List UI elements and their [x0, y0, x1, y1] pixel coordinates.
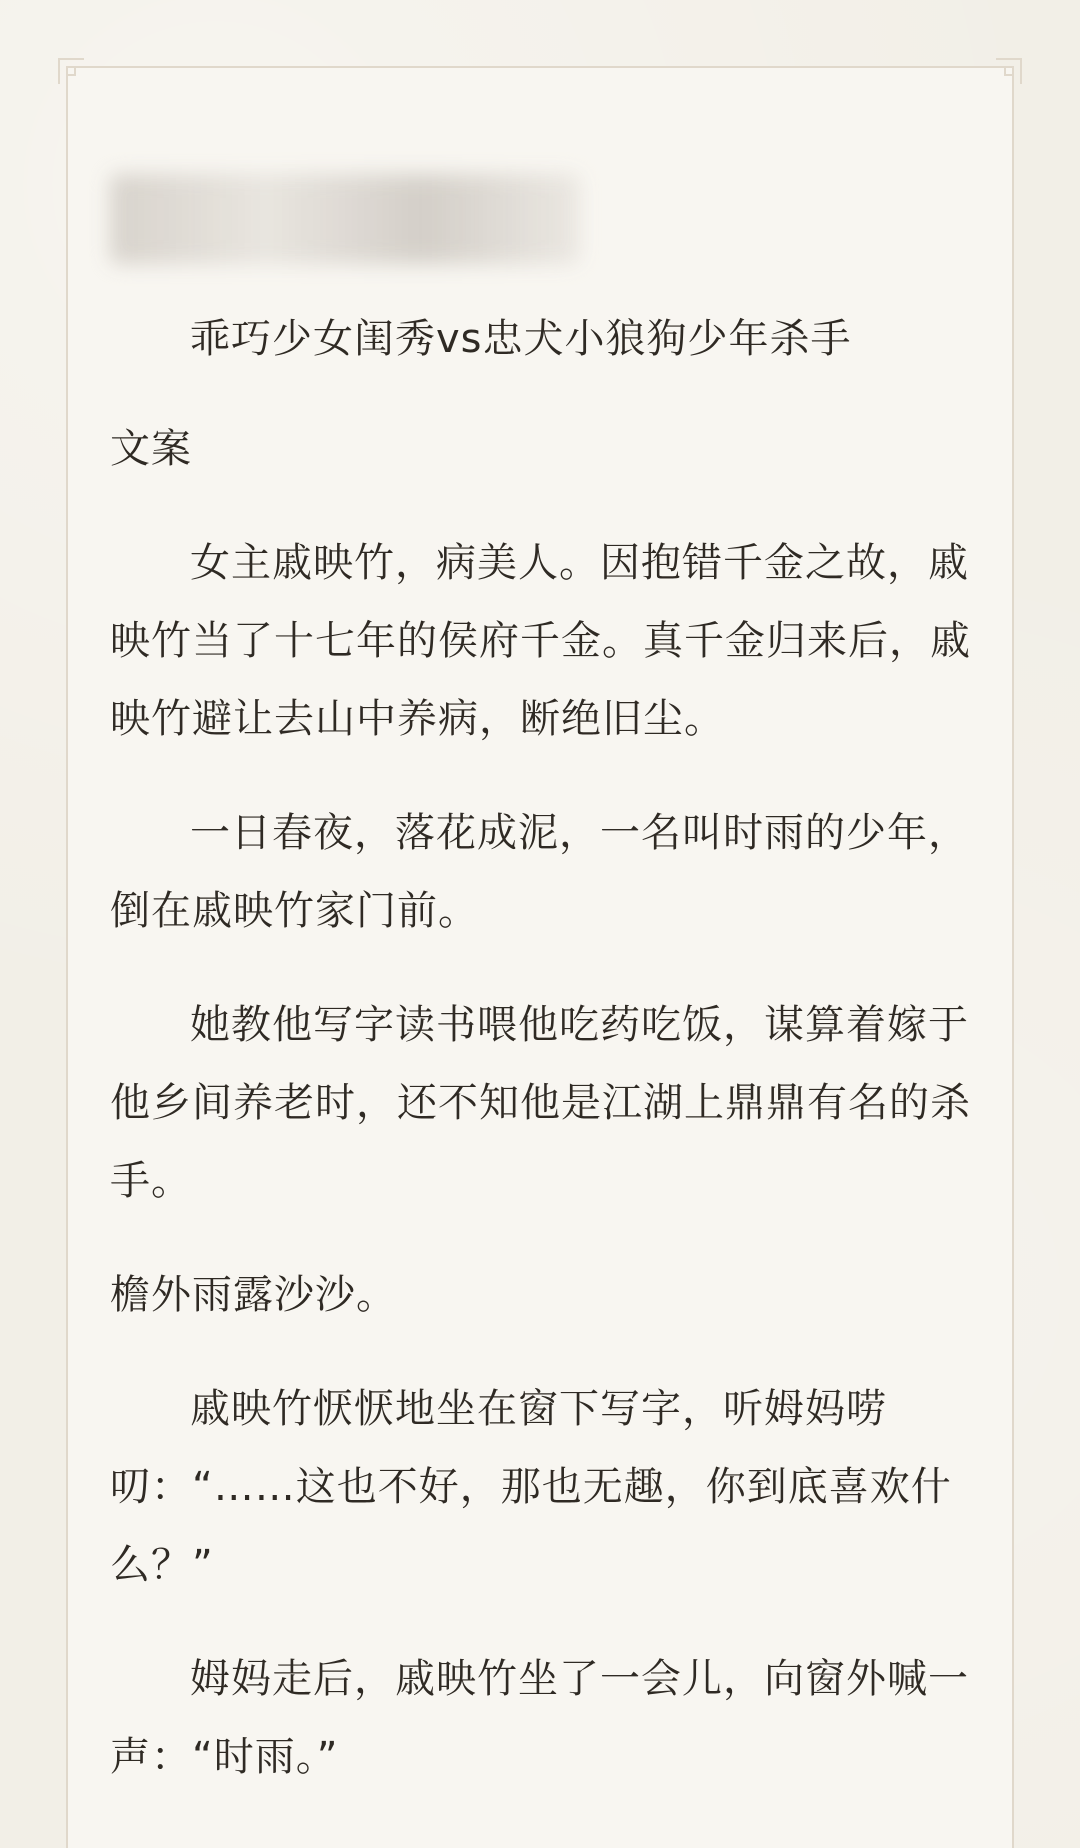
paragraph-4: 檐外雨露沙沙。	[110, 1272, 397, 1318]
paragraph-2: 一日春夜，落花成泥，一名叫时雨的少年，倒在戚映竹家门前。	[110, 810, 969, 934]
article-content	[110, 300, 980, 1832]
subtitle: 乖巧少女闺秀vs忠犬小狼狗少年杀手	[190, 316, 852, 362]
blurred-title-region	[110, 174, 580, 264]
paragraph-1: 女主戚映竹，病美人。因抱错千金之故，戚映竹当了十七年的侯府千金。真千金归来后，戚映竹避让去山中养病，断绝旧尘。	[110, 540, 971, 742]
paragraph-5: 戚映竹恹恹地坐在窗下写字，听姆妈唠叨：“……这也不好，那也无趣，你到底喜欢什么？”	[110, 1386, 952, 1588]
paragraph-3: 她教他写字读书喂他吃药吃饭，谋算着嫁于他乡间养老时，还不知他是江湖上鼎鼎有名的杀手。	[110, 1002, 971, 1204]
section-heading: 文案	[110, 426, 192, 472]
frame-corner-top-right	[996, 58, 1022, 84]
paragraph-6: 姆妈走后，戚映竹坐了一会儿，向窗外喊一声：“时雨。”	[110, 1656, 969, 1780]
frame-corner-top-left	[58, 58, 84, 84]
